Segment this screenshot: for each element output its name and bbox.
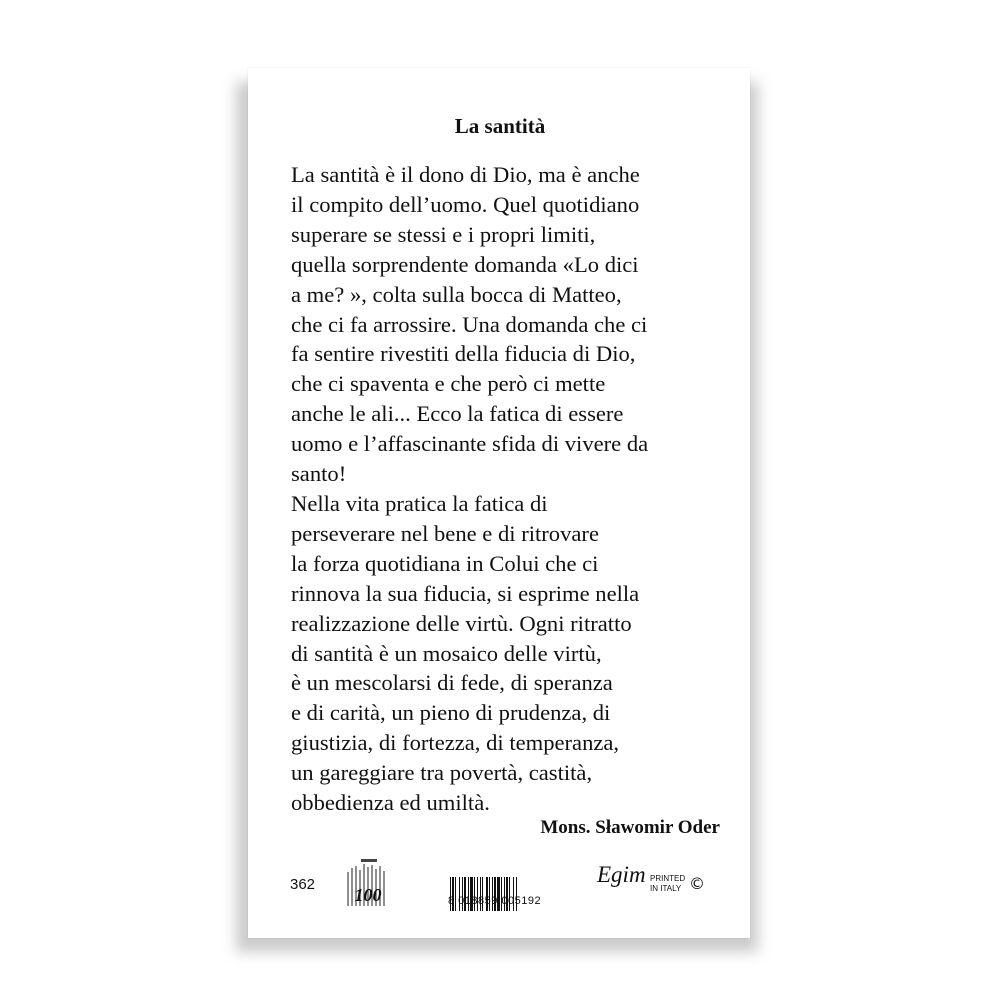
printed-line: PRINTED bbox=[650, 874, 686, 883]
body-line: è un mescolarsi di fede, di speranza bbox=[291, 670, 613, 696]
product-code: 362 bbox=[290, 876, 316, 893]
body-line: La santità è il dono di Dio, ma è anche bbox=[291, 162, 640, 187]
body-line: anche le ali... Ecco la fatica di essere bbox=[291, 401, 624, 427]
body-line: superare se stessi e i propri limiti, bbox=[291, 221, 596, 247]
body-line: che ci fa arrossire. Una domanda che ci bbox=[291, 311, 648, 337]
body-line: un gareggiare tra povertà, castità, bbox=[291, 760, 593, 786]
body-line: che ci spaventa e che però ci mette bbox=[291, 371, 606, 397]
copyright-icon: © bbox=[689, 874, 705, 893]
body-line: rinnova la sua fiducia, si esprime nella bbox=[291, 580, 640, 606]
body-line: perseverare nel bene e di ritrovare bbox=[291, 520, 599, 546]
body-line: e di carità, un pieno di prudenza, di bbox=[291, 700, 611, 726]
anniversary-logo-text: 100 bbox=[354, 885, 382, 905]
body-line: il compito dell’uomo. Quel quotidiano bbox=[291, 191, 640, 217]
publisher-logo: Egim bbox=[597, 862, 646, 887]
body-line: santo! bbox=[291, 461, 347, 487]
body-line: fa sentire rivestiti della fiducia di Dio, bbox=[291, 341, 636, 367]
body-line: obbedienza ed umiltà. bbox=[291, 790, 490, 816]
card-title: La santità bbox=[454, 114, 546, 138]
body-line: giustizia, di fortezza, di temperanza, bbox=[291, 730, 620, 756]
printed-in-italy bbox=[650, 874, 685, 894]
barcode-number: 8 018859 005192 bbox=[448, 895, 542, 907]
card-body bbox=[291, 160, 731, 818]
body-line: la forza quotidiana in Colui che ci bbox=[291, 550, 599, 576]
body-line: a me? », colta sulla bocca di Matteo, bbox=[291, 281, 622, 307]
body-line: Nella vita pratica la fatica di bbox=[291, 490, 548, 516]
body-line: di santità è un mosaico delle virtù, bbox=[291, 640, 602, 666]
body-line: uomo e l’affascinante sfida di vivere da bbox=[291, 431, 649, 457]
body-line: realizzazione delle virtù. Ogni ritratto bbox=[291, 610, 632, 636]
body-line: quella sorprendente domanda «Lo dici bbox=[291, 251, 639, 277]
author-signature: Mons. Sławomir Oder bbox=[540, 817, 720, 838]
printed-line: IN ITALY bbox=[650, 884, 682, 893]
anniversary-logo-icon bbox=[342, 858, 392, 912]
